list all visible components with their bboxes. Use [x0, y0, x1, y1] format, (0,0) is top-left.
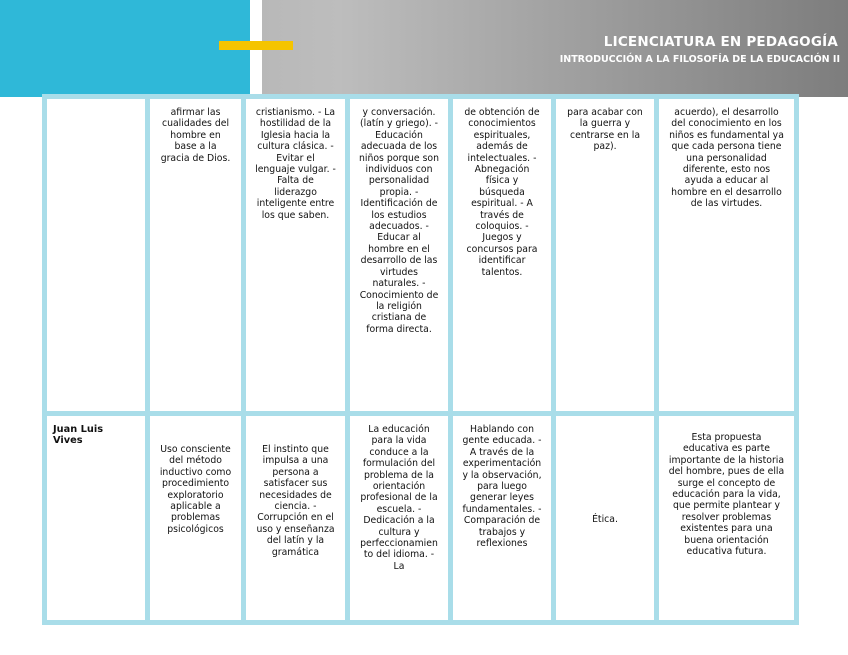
- table-cell-name: Juan Luis Vives: [47, 416, 145, 620]
- table-cell: Esta propuesta educativa es parte importante de la historia del hombre, pues de ella surge el concepto de educación para la vida, que permite plantear y resolver problemas existentes para una buena orientación educativa futura.: [659, 416, 794, 620]
- table-cell: afirmar las cualidades del hombre en base a la gracia de Dios.: [150, 99, 241, 411]
- banner-cyan-block: [0, 0, 250, 97]
- table-cell: cristianismo. - La hostilidad de la Iglesia hacia la cultura clásica. - Evitar el lenguaje vulgar. - Falta de liderazgo inteligente entre los que saben.: [246, 99, 345, 411]
- table-cell-name: [47, 99, 145, 411]
- table-cell: y conversación. (latín y griego). - Educación adecuada de los niños porque son individuos con personalidad propia. - Identificación de los estudios adecuados. - Educar al hombre en el desarrollo de las virtudes naturales. - Conocimiento de la religión cristiana de forma directa.: [350, 99, 448, 411]
- page-title: LICENCIATURA EN PEDAGOGÍA: [603, 34, 838, 50]
- table-cell: para acabar con la guerra y centrarse en la paz).: [556, 99, 654, 411]
- table-row: [47, 99, 794, 411]
- table-cell: Ética.: [556, 416, 654, 620]
- table-cell: La educación para la vida conduce a la formulación del problema de la orientación profesional de la escuela. - Dedicación a la cultura y perfeccionamiento del idioma. -La: [350, 416, 448, 620]
- header-banner: [0, 0, 848, 97]
- table-row: [47, 416, 794, 620]
- table-cell: El instinto que impulsa a una persona a satisfacer sus necesidades de ciencia. - Corrupción en el uso y enseñanza del latín y la gramática: [246, 416, 345, 620]
- table-cell: acuerdo), el desarrollo del conocimiento en los niños es fundamental ya que cada persona tiene una personalidad diferente, esto nos ayuda a educar al hombre en el desarrollo de las virtudes.: [659, 99, 794, 411]
- table-cell: Uso consciente del método inductivo como procedimiento exploratorio aplicable a problemas psicológicos: [150, 416, 241, 620]
- table-cell: de obtención de conocimientos espirituales, además de intelectuales. - Abnegación física y búsqueda espiritual. - A través de coloquios. - Juegos y concursos para identificar talentos.: [453, 99, 551, 411]
- table-cell: Hablando con gente educada. - A través de la experimentación y la observación, para luego generar leyes fundamentales. - Comparación de trabajos y reflexiones: [453, 416, 551, 620]
- content-table: [42, 94, 799, 625]
- page-subtitle: INTRODUCCIÓN A LA FILOSOFÍA DE LA EDUCACIÓN II: [559, 54, 840, 65]
- banner-accent-bar: [219, 41, 293, 50]
